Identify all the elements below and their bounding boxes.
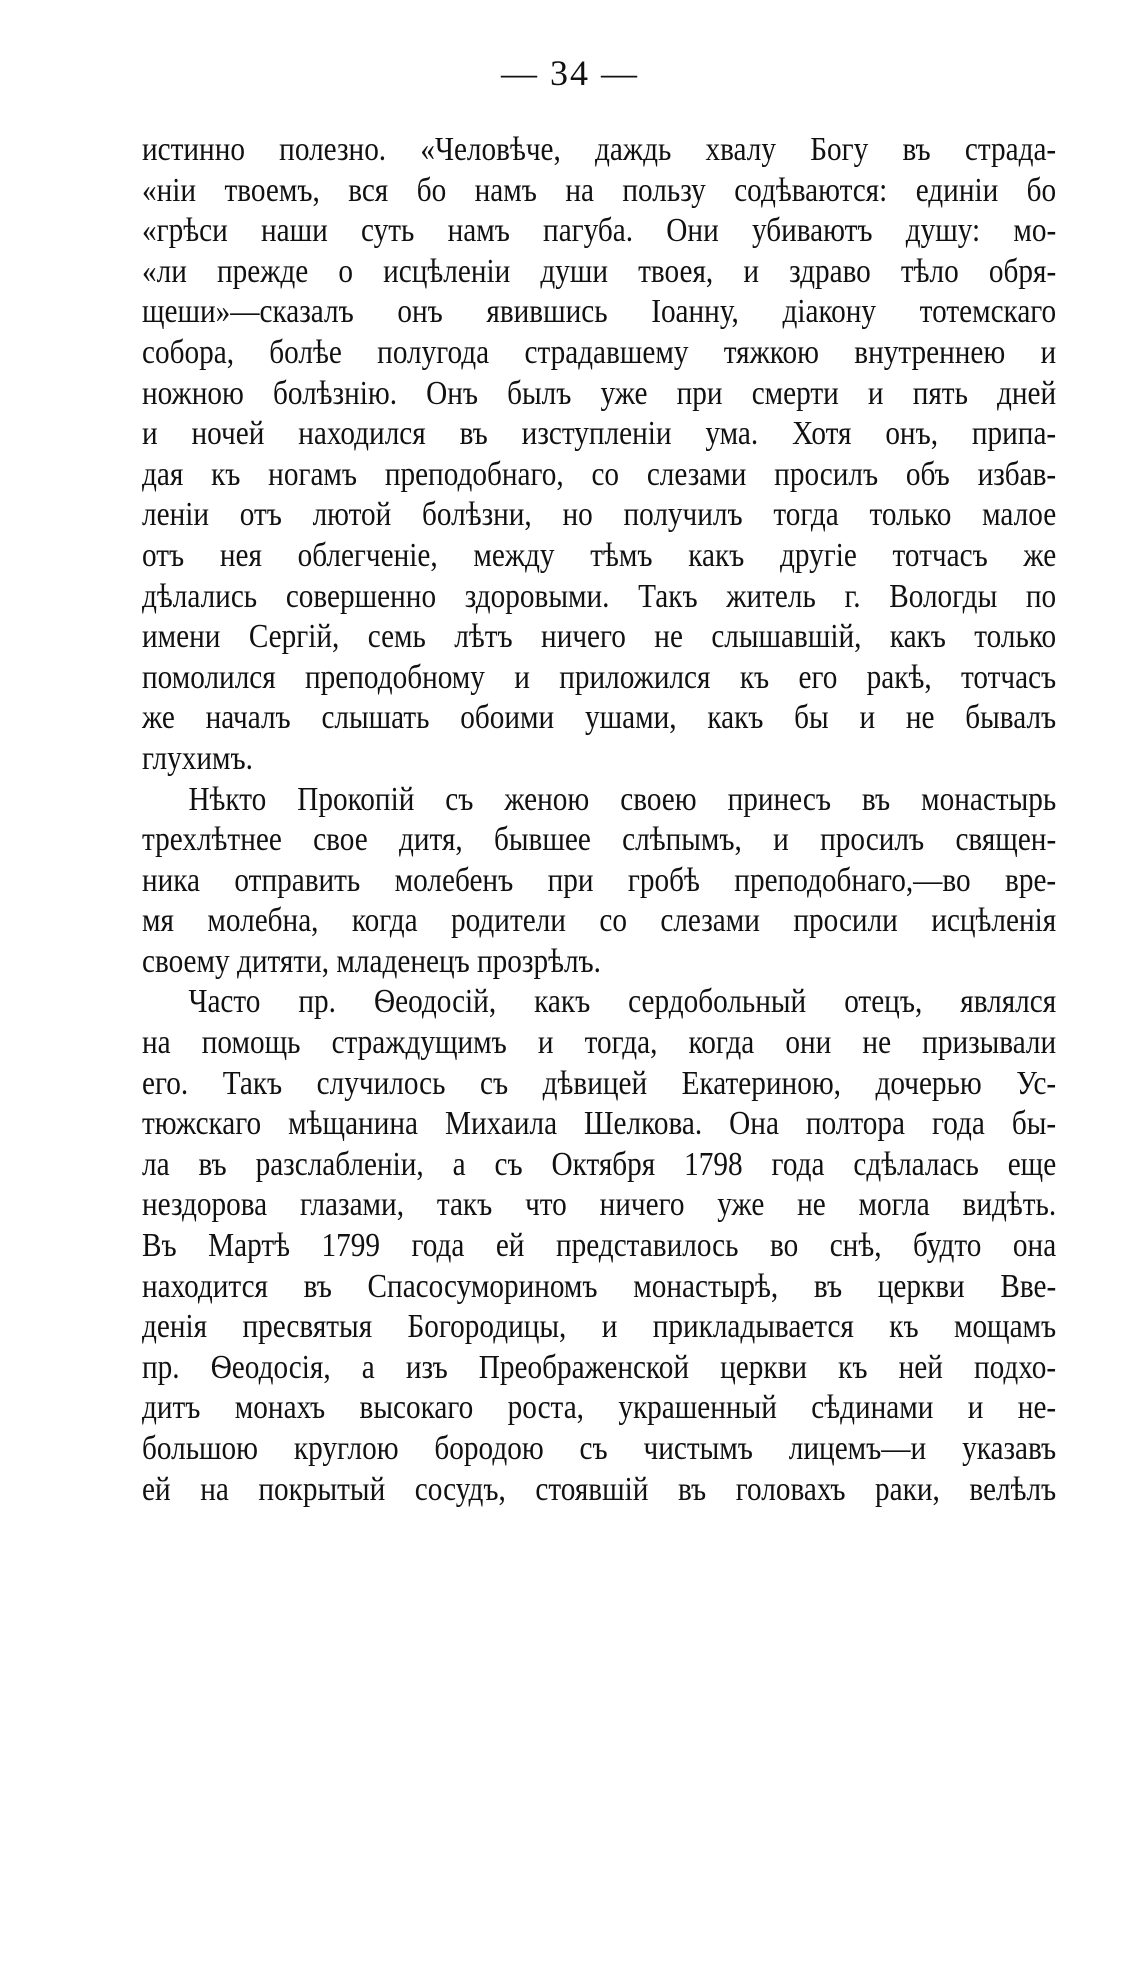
text-line: дѣлались совершенно здоровыми. Такъ житель г. Вологды по [142, 577, 1057, 615]
text-line: ножною болѣзнію. Онъ былъ уже при смерти и пять дней [142, 374, 1057, 412]
text-line: щеши»—сказалъ онъ явившись Іоанну, діакону тотемскаго [142, 293, 1057, 331]
text-line: ла въ разслабленіи, а съ Октября 1798 года сдѣлалась еще [142, 1145, 1057, 1183]
text-line: трехлѣтнее свое дитя, бывшее слѣпымъ, и просилъ священ- [142, 821, 1057, 859]
text-line: «грѣси наши суть намъ пагуба. Они убиваютъ душу: мо- [142, 212, 1057, 250]
text-line: и ночей находился въ изступленіи ума. Хотя онъ, припа- [142, 415, 1057, 453]
text-line: дая къ ногамъ преподобнаго, со слезами просилъ объ избав- [142, 455, 1057, 493]
text-line: отъ нея облегченіе, между тѣмъ какъ другіе тотчасъ же [142, 536, 1057, 574]
body-text [142, 130, 1062, 1510]
page-number: — 34 — [501, 53, 639, 93]
text-line: имени Сергій, семь лѣтъ ничего не слышавшій, какъ только [142, 618, 1057, 656]
text-line: леніи отъ лютой болѣзни, но получилъ тогда только малое [142, 496, 1057, 534]
paragraph-1 [142, 130, 1062, 780]
text-line: Нѣкто Прокопій съ женою своею принесъ въ монастырь [188, 780, 1057, 818]
text-line: денія пресвятыя Богородицы, и прикладывается къ мощамъ [142, 1308, 1057, 1346]
text-line: истинно полезно. «Человѣче, даждь хвалу Богу въ страда- [142, 131, 1057, 168]
text-line: на помощь страждущимъ и тогда, когда они не призывали [142, 1024, 1057, 1062]
text-line: Въ Мартѣ 1799 года ей представилось во снѣ, будто она [142, 1227, 1057, 1265]
text-line: глухимъ. [142, 739, 253, 777]
paragraph-2 [142, 780, 1062, 983]
text-line: пр. Ѳеодосія, а изъ Преображенской церкви къ ней подхо- [142, 1348, 1057, 1386]
text-line: ей на покрытый сосудъ, стоявшій въ головахъ раки, велѣлъ [142, 1470, 1057, 1508]
text-line: собора, болѣе полугода страдавшему тяжкою внутреннею и [142, 333, 1057, 371]
text-line: же началъ слышать обоими ушами, какъ бы и не бывалъ [142, 699, 1057, 737]
text-line: своему дитяти, младенецъ прозрѣлъ. [142, 942, 601, 980]
text-line: ника отправить молебенъ при гробѣ преподобнаго,—во вре- [142, 861, 1057, 899]
text-line: мя молебна, когда родители со слезами просили исцѣленія [142, 902, 1057, 940]
paragraph-3 [142, 982, 1062, 1510]
text-line: «ніи твоемъ, вся бо намъ на пользу содѣваются: единіи бо [142, 171, 1057, 209]
text-line: «ли прежде о исцѣленіи души твоея, и здраво тѣло обря- [142, 252, 1057, 290]
text-line: дитъ монахъ высокаго роста, украшенный сѣдинами и не- [142, 1389, 1057, 1427]
text-line: помолился преподобному и приложился къ его ракѣ, тотчасъ [142, 658, 1057, 696]
text-line: его. Такъ случилось съ дѣвицей Екатериною, дочерью Ус- [142, 1064, 1057, 1102]
text-line: тюжскаго мѣщанина Михаила Шелкова. Она полтора года бы- [142, 1105, 1057, 1143]
text-line: Часто пр. Ѳеодосій, какъ сердобольный отецъ, являлся [188, 983, 1057, 1021]
text-line: находится въ Спасосумориномъ монастырѣ, въ церкви Вве- [142, 1267, 1057, 1305]
text-line: большою круглою бородою съ чистымъ лицемъ—и указавъ [142, 1430, 1057, 1467]
text-line: нездорова глазами, такъ что ничего уже не могла видѣть. [142, 1186, 1057, 1224]
